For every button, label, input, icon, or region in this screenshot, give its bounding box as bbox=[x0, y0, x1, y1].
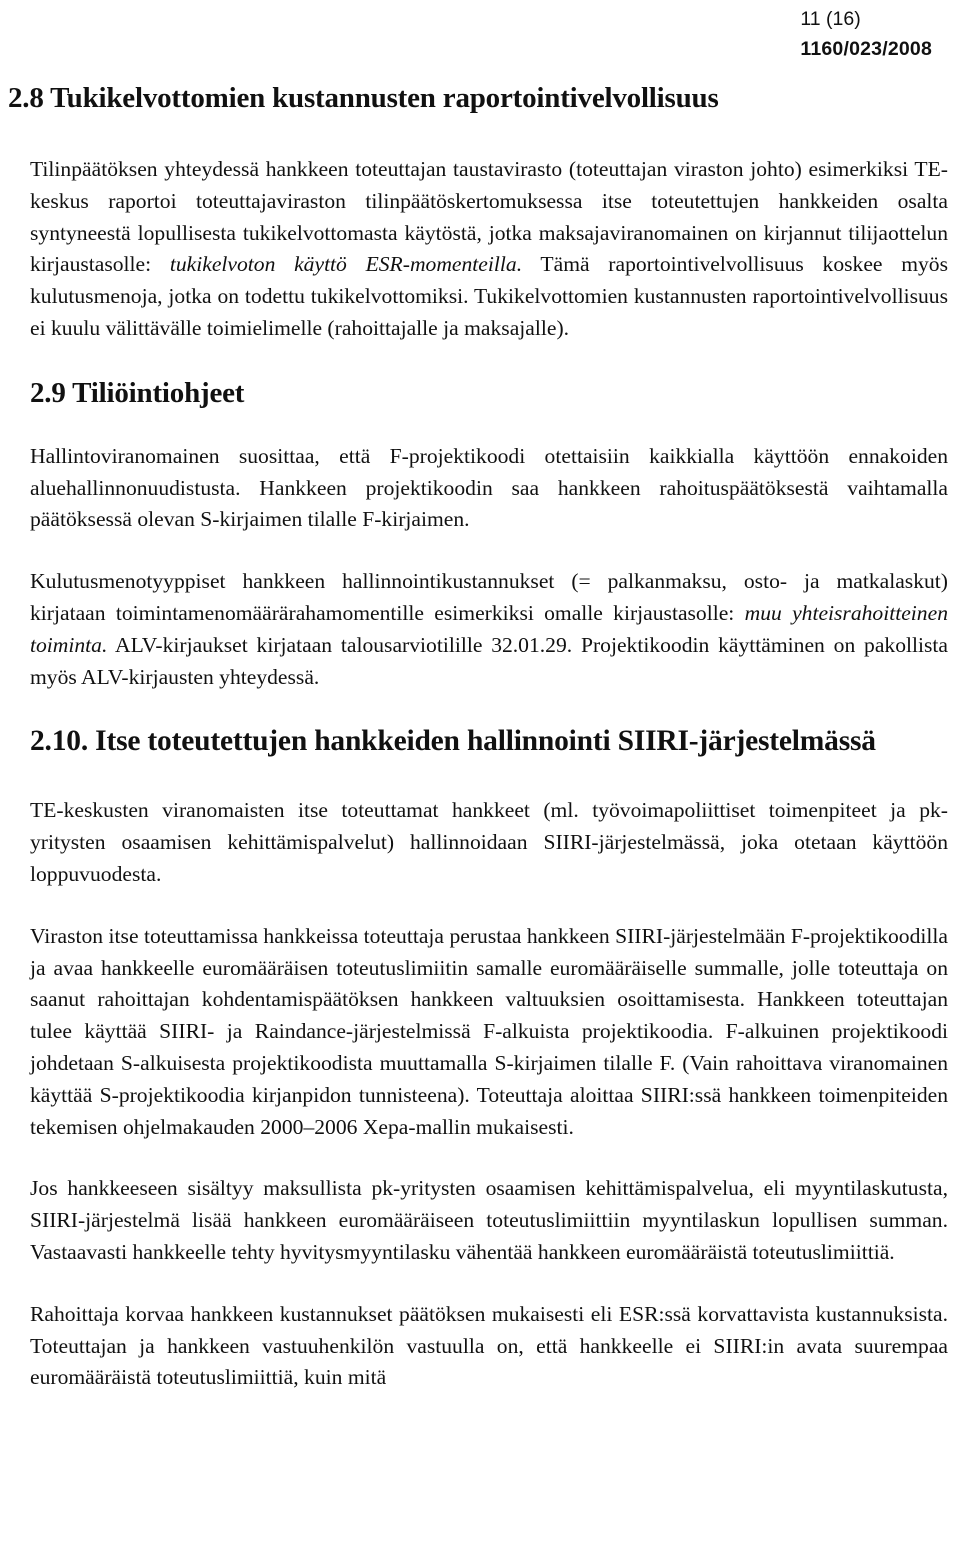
paragraph-agency-projects: Viraston itse toteuttamissa hankkeissa toteuttaja perustaa hankkeen SIIRI-järjestelmään F-projektikoodilla ja avaa hankkeelle euromääräisen toteutuslimiitin samalle euromääräiselle summalle, jolle toteuttaja on saanut rahoittajan kohdentamispäätöksen hankkeen valtuuksien osoittamisesta. Hankkeen toteuttajan tulee käyttää SIIRI- ja Raindance-järjestelmissä F-alkuista projektikoodia. F-alkuinen projektikoodi johdetaan S-alkuisesta projektikoodista muuttamalla S-kirjaimen tilalle F. (Vain rahoittava viranomainen käyttää S-projektikoodia kirjanpidon tunnisteena). Toteuttaja aloittaa SIIRI:ssä hankkeen toimenpiteiden tekemisen ohjelmakauden 2000–2006 Xepa-mallin mukaisesti. bbox=[30, 923, 948, 1139]
paragraph-consumption-costs bbox=[30, 566, 948, 693]
paragraph-text: Tämä raportointivelvollisuus koskee myös kulutusmenoja, jotka on todettu tukikelvottomiksi. Tukikelvottomien kustannusten raportointivelvollisuus ei kuulu välittävälle toimielimelle (rahoittajalle ja maksajalle). bbox=[30, 252, 949, 340]
section-heading-2-8: 2.8 Tukikelvottomien kustannusten raportointivelvollisuus bbox=[8, 82, 719, 114]
section-heading-2-10: 2.10. Itse toteutettujen hankkeiden hallinnointi SIIRI-järjestelmässä bbox=[30, 725, 876, 758]
paragraph-reporting-obligation bbox=[30, 154, 948, 345]
document-number: 1160/023/2008 bbox=[800, 38, 932, 60]
paragraph-text: ALV-kirjaukset kirjataan talousarviotilille 32.01.29. Projektikoodin käyttäminen on pakollista myös ALV-kirjausten yhteydessä. bbox=[30, 632, 948, 689]
page-header bbox=[800, 4, 932, 64]
paragraph-project-code: Hallintoviranomainen suosittaa, että F-projektikoodi otettaisiin kaikkialla käyttöön ennakoiden aluehallinnonuudistusta. Hankkeen projektikoodin saa hankkeen rahoituspäätöksestä vaihtamalla päätöksessä olevan S-kirjaimen tilalle F-kirjaimen. bbox=[30, 443, 948, 532]
paragraph-text: Tilinpäätöksen yhteydessä hankkeen toteuttajan taustavirasto (toteuttajan viraston johto) esimerkiksi TE-keskus raportoi toteuttajaviraston tilinpäätöskertomuksessa itse toteutettujen hankkeiden osalta syntyneestä lopullisesta tukikelvottomasta käytöstä, jotka maksajaviranomainen on kirjannut tilijaottelun kirjaustasolle: bbox=[30, 157, 948, 277]
italic-term: muu yhteisrahoitteinen toiminta. bbox=[30, 600, 948, 657]
section-heading-2-9: 2.9 Tiliöintiohjeet bbox=[30, 376, 245, 409]
page-number: 11 (16) bbox=[800, 8, 861, 30]
paragraph-sales-invoicing: Jos hankkeeseen sisältyy maksullista pk-yritysten osaamisen kehittämispalvelua, eli myyntilaskutusta, SIIRI-järjestelmä lisää hankkeen euromääräiseen toteutuslimiittiin myyntilaskun lopullisen summan. Vastaavasti hankkeelle tehty hyvitysmyyntilasku vähentää hankkeen euromääräistä toteutuslimiittiä. bbox=[30, 1176, 948, 1264]
paragraph-funder-compensation: Rahoittaja korvaa hankkeen kustannukset päätöksen mukaisesti eli ESR:ssä korvattavista kustannuksista. Toteuttajan ja hankkeen vastuuhenkilön vastuulla on, että hankkeelle ei SIIRI:in avata suurempaa euromääräistä toteutuslimiittiä, kuin mitä bbox=[30, 1301, 948, 1390]
paragraph-siiri-system: TE-keskusten viranomaisten itse toteuttamat hankkeet (ml. työvoimapoliittiset toimenpiteet ja pk-yritysten osaamisen kehittämispalvelut) hallinnoidaan SIIRI-järjestelmässä, joka otetaan käyttöön loppuvuodesta. bbox=[30, 798, 948, 886]
paragraph-text: Kulutusmenotyyppiset hankkeen hallinnointikustannukset (= palkanmaksu, osto- ja matkalaskut) kirjataan toimintamenomäärärahamomentille esimerkiksi omalle kirjaustasolle: bbox=[30, 569, 948, 625]
document-body bbox=[8, 80, 949, 1394]
italic-term: tukikelvoton käyttö ESR-momenteilla. bbox=[169, 252, 523, 277]
